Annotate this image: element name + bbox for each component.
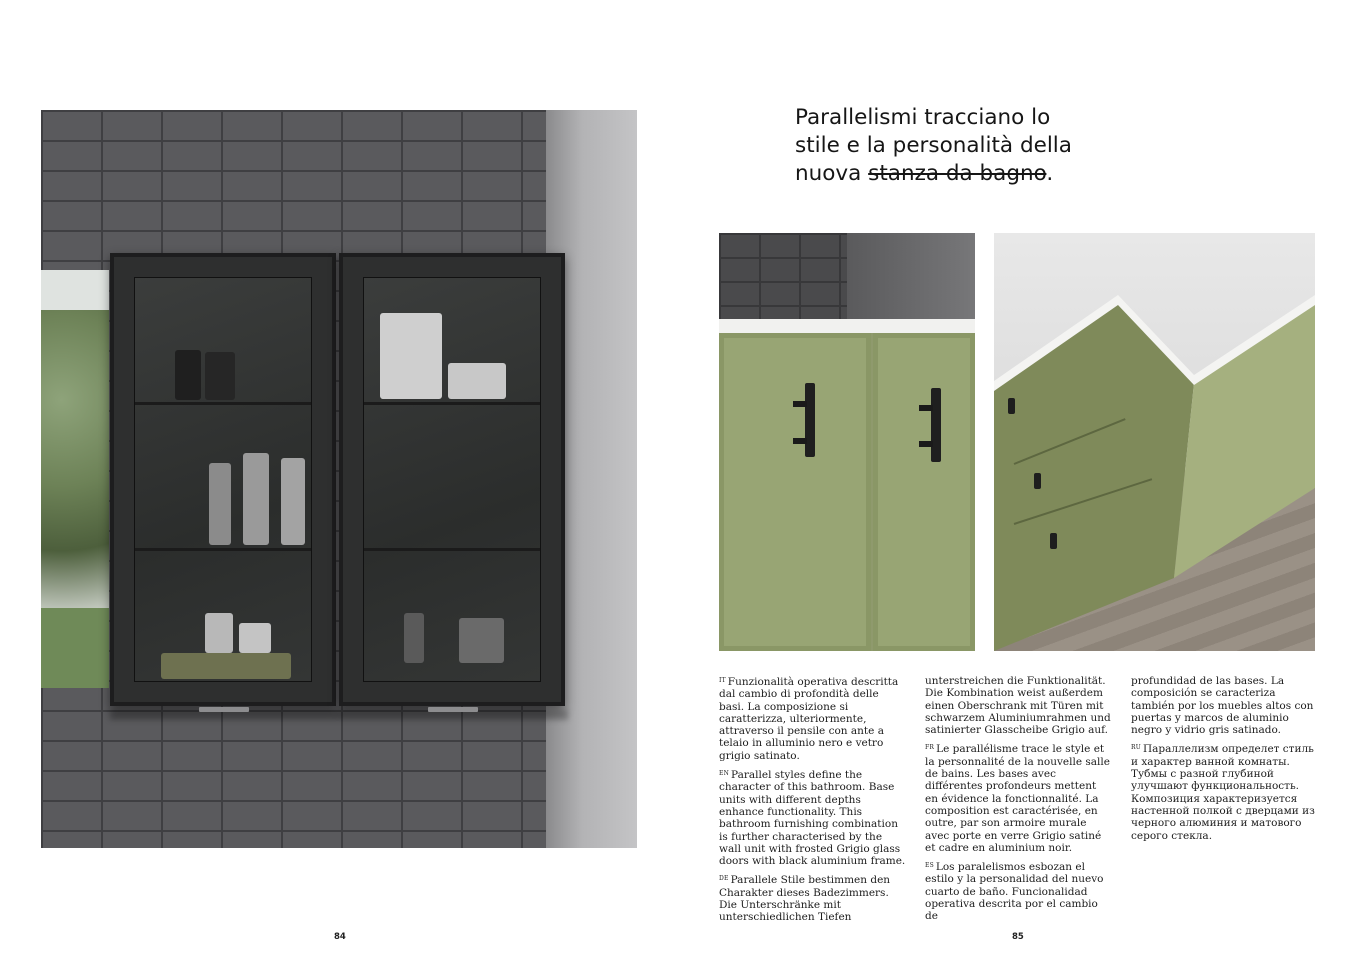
headline-line-3 — [795, 160, 1135, 188]
paragraph-de-end — [925, 675, 1111, 736]
drawer-knob — [1050, 533, 1057, 549]
frosted-glass-left — [134, 277, 312, 682]
glass-jar — [404, 613, 424, 663]
green-door-left — [719, 333, 871, 651]
text-es-start: Los paralelismos esbozan el estilo y la personalidad del nuevo cuarto de baño. Funcionalidad operativa descrita por el cambio de — [925, 861, 1104, 923]
handle-stem — [793, 438, 807, 444]
white-countertop — [719, 319, 975, 333]
paragraph-it — [719, 675, 907, 762]
handle-stem — [793, 401, 807, 407]
photo-base-unit-handles — [719, 233, 975, 651]
drawer-knob — [1034, 473, 1041, 489]
paragraph-ru — [1131, 742, 1319, 841]
glass-bottle — [281, 458, 305, 545]
shelf — [135, 402, 311, 405]
cabinet-handle — [428, 707, 478, 712]
cabinet-shadow — [110, 710, 568, 720]
shelf — [364, 548, 540, 551]
text-it: Funzionalità operativa descritta dal cambio di profondità delle basi. La composizione si caratterizza, ulteriormente, attraverso il pensile con ante a telaio in alluminio nero e vetro grigio satinato. — [719, 676, 899, 762]
drawer-knob — [1008, 398, 1015, 414]
page-number-right: 85 — [1012, 932, 1024, 942]
dark-jar — [205, 352, 235, 400]
headline — [795, 104, 1135, 188]
folded-towel — [448, 363, 506, 399]
paragraph-es-start — [925, 860, 1111, 922]
towel — [161, 653, 291, 679]
photo-cabinet-corner-drawers — [994, 233, 1315, 651]
page-number-left: 84 — [334, 932, 346, 942]
text-de-end: unterstreichen die Funktionalität. Die Kombination weist außerdem einen Oberschrank mit Türen mit schwarzem Aluminiumrahmen und satinierter Glasscheibe Grigio auf. — [925, 675, 1111, 737]
shelf — [364, 402, 540, 405]
frosted-glass-right — [363, 277, 541, 682]
lang-code-it: IT — [719, 677, 726, 684]
headline-line-3-plain: nuova — [795, 161, 869, 186]
lang-code-fr: FR — [925, 744, 935, 752]
handle-stem — [919, 441, 933, 447]
headline-struck-text: stanza da bagno — [868, 161, 1047, 186]
lang-code-es: ES — [925, 862, 934, 870]
text-fr: Le parallélisme trace le style et la personnalité de la nouvelle salle de bains. Les bases avec différentes profondeurs mettent en évidence la fonctionnalité. La composition est caractérisée, en outre, par son armoire murale avec porte en verre Grigio satiné et cadre en aluminium noir. — [925, 743, 1110, 854]
dark-jar — [175, 350, 201, 400]
cabinet-door-right — [339, 253, 565, 706]
glass-bottle — [243, 453, 269, 545]
lang-code-de: DE — [719, 875, 729, 883]
paragraph-es-end — [1131, 675, 1319, 736]
lang-code-en: EN — [719, 770, 730, 778]
window-garden-view — [41, 270, 109, 688]
photo-wall-cabinet — [41, 110, 637, 848]
handle-stem — [919, 405, 933, 411]
wall-highlight — [847, 233, 975, 329]
shelf — [135, 548, 311, 551]
black-pull-handle — [931, 388, 941, 462]
text-es-end: profundidad de las bases. La composición se caracteriza también por los muebles altos con puertas y marcos de aluminio negro y vidrio gris satinado. — [1131, 675, 1314, 737]
glass-bottle — [209, 463, 231, 545]
green-door-right — [873, 333, 975, 651]
headline-period: . — [1046, 161, 1054, 186]
lang-code-ru: RU — [1131, 744, 1141, 752]
stacked-towels — [380, 313, 442, 399]
headline-line-2: stile e la personalità della — [795, 133, 1072, 158]
cabinet-door-left — [110, 253, 336, 706]
text-column-1 — [719, 675, 907, 930]
headline-line-1: Parallelismi tracciano lo — [795, 105, 1051, 130]
text-en: Parallel styles define the character of this bathroom. Base units with different depths enhance functionality. This bathroom furnishing combination is further characterised by the wall unit with frosted Grigio glass doors with black aluminium frame. — [719, 769, 906, 868]
black-pull-handle — [805, 383, 815, 457]
cup-with-brushes — [239, 623, 271, 653]
text-column-3 — [1131, 675, 1319, 848]
paragraph-fr — [925, 742, 1111, 854]
text-ru: Параллелизм определет стиль и характер ванной комнаты. Тубмы с разной глубиной улучшают функциональность. Композиция характеризуется настенной полкой с дверцами из черного алюминия и матового серого стекла. — [1131, 743, 1315, 842]
cabinet-handle — [199, 707, 249, 712]
text-de-start: Parallele Stile bestimmen den Charakter dieses Badezimmers. Die Unterschränke mit unterschiedlichen Tiefen — [719, 874, 891, 924]
trees — [41, 310, 109, 610]
grass — [41, 608, 109, 688]
paragraph-de-start — [719, 873, 907, 923]
text-column-2 — [925, 675, 1111, 929]
dispenser — [205, 613, 233, 653]
glass-jar — [459, 618, 504, 663]
paragraph-en — [719, 768, 907, 867]
